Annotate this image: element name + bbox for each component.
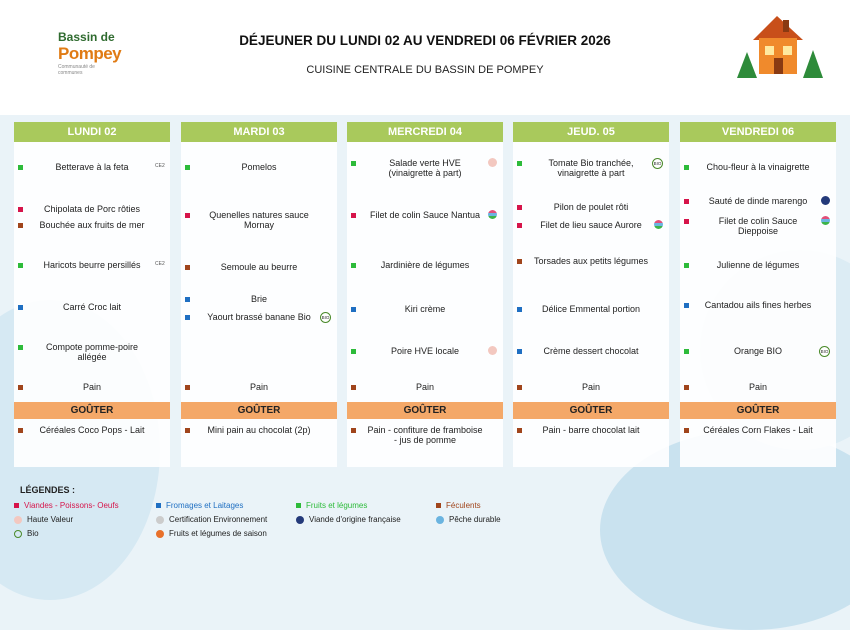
- legend-bio: Bio: [14, 529, 39, 538]
- menu-item: [14, 162, 170, 172]
- gouter-item: [14, 425, 170, 435]
- menu-item: [14, 220, 170, 230]
- menu-item-label: Torsades aux petits légumes: [533, 256, 649, 266]
- legend-peche-durable: Pêche durable: [436, 515, 501, 524]
- menu-item-label: Pomelos: [241, 162, 277, 172]
- category-marker: [684, 263, 689, 268]
- logo: [58, 30, 120, 82]
- day-header: LUNDI 02: [14, 122, 170, 142]
- category-marker: [684, 165, 689, 170]
- menu-item-label: Crème dessert chocolat: [543, 346, 639, 356]
- day-column: [680, 122, 836, 467]
- menu-item-label: Filet de colin Sauce Dieppoise: [718, 216, 798, 236]
- category-marker: [517, 349, 522, 354]
- menu-item: [181, 262, 337, 272]
- menu-item: [14, 302, 170, 312]
- menu-item-label: Délice Emmental portion: [541, 304, 641, 314]
- menu-item-label: Haricots beurre persillés: [43, 260, 141, 270]
- ce-label-icon: CE2: [155, 261, 165, 267]
- menu-item: [513, 220, 669, 230]
- category-marker: [684, 219, 689, 224]
- hv-label-icon: [488, 158, 497, 167]
- legend-saison: Fruits et légumes de saison: [156, 529, 267, 538]
- category-marker: [351, 385, 356, 390]
- vo-label-icon: [821, 196, 830, 205]
- menu-item-label: Betterave à la feta: [55, 162, 129, 172]
- category-marker: [185, 428, 190, 433]
- gouter-header: GOÛTER: [513, 402, 669, 419]
- menu-item-label: Quenelles natures sauce Mornay: [209, 210, 309, 230]
- category-marker: [517, 223, 522, 228]
- bio-label-icon: BIO: [819, 346, 830, 357]
- category-marker: [684, 349, 689, 354]
- menu-item-label: Tomate Bio tranchée, vinaigrette à part: [548, 158, 634, 178]
- page-title: DÉJEUNER DU LUNDI 02 AU VENDREDI 06 FÉVRIER 2026: [239, 33, 611, 48]
- legend-fromages: Fromages et Laitages: [156, 501, 243, 510]
- menu-item-label: Filet de lieu sauce Aurore: [540, 220, 642, 230]
- gouter-item-label: Pain - confiture de framboise - jus de pomme: [367, 425, 483, 445]
- legend-certification: Certification Environnement: [156, 515, 267, 524]
- legend-haute-valeur: Haute Valeur: [14, 515, 73, 524]
- house-icon: [725, 0, 830, 100]
- menu-item: [181, 294, 337, 304]
- menu-item-label: Filet de colin Sauce Nantua: [369, 210, 481, 220]
- menu-item: [680, 382, 836, 392]
- menu-item: [181, 162, 337, 172]
- category-marker: [517, 161, 522, 166]
- bio-label-icon: BIO: [652, 158, 663, 169]
- menu-item-label: Chou-fleur à la vinaigrette: [706, 162, 810, 172]
- category-marker: [351, 263, 356, 268]
- menu-item: [347, 304, 503, 314]
- day-header: VENDREDI 06: [680, 122, 836, 142]
- menu-item: [347, 260, 503, 270]
- category-marker: [351, 307, 356, 312]
- day-header: MERCREDI 04: [347, 122, 503, 142]
- category-marker: [351, 349, 356, 354]
- gouter-header: GOÛTER: [680, 402, 836, 419]
- menu-item-label: Carré Croc lait: [62, 302, 121, 312]
- menu-item-label: Julienne de légumes: [716, 260, 800, 270]
- menu-item: [680, 216, 836, 236]
- category-marker: [517, 385, 522, 390]
- menu-item-label: Kiri crème: [404, 304, 446, 314]
- legend-fruits: Fruits et légumes: [296, 501, 367, 510]
- category-marker: [185, 265, 190, 270]
- gouter-item: [680, 425, 836, 435]
- category-marker: [18, 305, 23, 310]
- gouter-header: GOÛTER: [181, 402, 337, 419]
- legend: [14, 483, 574, 553]
- menu-item: [14, 260, 170, 270]
- menu-item: [347, 158, 503, 178]
- menu-item-label: Yaourt brassé banane Bio: [207, 312, 311, 322]
- menu-item-label: Poire HVE locale: [390, 346, 460, 356]
- category-marker: [684, 428, 689, 433]
- menu-item-label: Pain: [415, 382, 434, 392]
- category-marker: [517, 428, 522, 433]
- menu-item: [347, 210, 503, 220]
- gouter-item-label: Mini pain au chocolat (2p): [207, 425, 311, 435]
- day-header: MARDI 03: [181, 122, 337, 142]
- gouter-header: GOÛTER: [14, 402, 170, 419]
- page-subtitle: CUISINE CENTRALE DU BASSIN DE POMPEY: [306, 64, 544, 76]
- legend-feculents: Féculents: [436, 501, 481, 510]
- menu-item-label: Pilon de poulet rôti: [553, 202, 629, 212]
- pd-label-icon: [654, 220, 663, 229]
- menu-item: [181, 312, 337, 322]
- category-marker: [185, 315, 190, 320]
- gouter-item: [513, 425, 669, 435]
- category-marker: [18, 385, 23, 390]
- menu-item: [680, 346, 836, 356]
- menu-item: [513, 346, 669, 356]
- category-marker: [684, 303, 689, 308]
- category-marker: [185, 297, 190, 302]
- menu-item: [14, 204, 170, 214]
- category-marker: [351, 213, 356, 218]
- category-marker: [684, 199, 689, 204]
- menu-item-label: Chipolata de Porc rôties: [43, 204, 141, 214]
- menu-item: [513, 382, 669, 392]
- logo-line3: Communauté de communes: [58, 64, 95, 76]
- logo-line2: Pompey: [58, 44, 122, 63]
- menu-item: [680, 196, 836, 206]
- page-header: [0, 0, 850, 115]
- hv-label-icon: [488, 346, 497, 355]
- logo-line1: Bassin de: [58, 30, 115, 44]
- menu-item-label: Pain: [748, 382, 767, 392]
- category-marker: [517, 259, 522, 264]
- menu-item-label: Brie: [250, 294, 267, 304]
- menu-item: [347, 346, 503, 356]
- category-marker: [517, 205, 522, 210]
- legend-viandes: Viandes - Poissons- Oeufs: [14, 501, 119, 510]
- day-column: [513, 122, 669, 467]
- menu-item: [513, 256, 669, 266]
- category-marker: [351, 428, 356, 433]
- legend-viande-francaise: Viande d'origine française: [296, 515, 401, 524]
- menu-item: [513, 202, 669, 212]
- menu-item-label: Bouchée aux fruits de mer: [39, 220, 145, 230]
- category-marker: [185, 165, 190, 170]
- menu-item: [14, 342, 170, 362]
- menu-item-label: Salade verte HVE (vinaigrette à part): [388, 158, 462, 178]
- gouter-item-label: Céréales Coco Pops - Lait: [39, 425, 145, 435]
- gouter-item: [181, 425, 337, 435]
- house-illustration: [725, 0, 830, 100]
- menu-item-label: Compote pomme-poire allégée: [45, 342, 139, 362]
- category-marker: [18, 428, 23, 433]
- category-marker: [351, 161, 356, 166]
- category-marker: [517, 307, 522, 312]
- menu-item-label: Orange BIO: [733, 346, 783, 356]
- gouter-item-label: Céréales Corn Flakes - Lait: [703, 425, 813, 435]
- menu-item: [513, 304, 669, 314]
- menu-item-label: Semoule au beurre: [220, 262, 298, 272]
- category-marker: [684, 385, 689, 390]
- menu-item: [680, 300, 836, 310]
- gouter-item-label: Pain - barre chocolat lait: [542, 425, 640, 435]
- day-column: [181, 122, 337, 467]
- bio-label-icon: BIO: [320, 312, 331, 323]
- menu-item: [513, 158, 669, 178]
- category-marker: [18, 263, 23, 268]
- category-marker: [18, 165, 23, 170]
- gouter-header: GOÛTER: [347, 402, 503, 419]
- menu-item: [680, 260, 836, 270]
- category-marker: [18, 223, 23, 228]
- day-column: [347, 122, 503, 467]
- category-marker: [18, 345, 23, 350]
- legend-title: LÉGENDES :: [20, 485, 76, 495]
- menu-item: [347, 382, 503, 392]
- category-marker: [185, 385, 190, 390]
- category-marker: [185, 213, 190, 218]
- menu-item-label: Sauté de dinde marengo: [708, 196, 808, 206]
- menu-item: [181, 382, 337, 392]
- menu-item-label: Pain: [581, 382, 600, 392]
- menu-item: [181, 210, 337, 230]
- day-column: [14, 122, 170, 467]
- menu-item: [680, 162, 836, 172]
- menu-item-label: Jardinière de légumes: [380, 260, 470, 270]
- menu-item-label: Pain: [82, 382, 101, 392]
- menu-item-label: Pain: [249, 382, 268, 392]
- menu-item: [14, 382, 170, 392]
- menu-item-label: Cantadou ails fines herbes: [704, 300, 812, 310]
- category-marker: [18, 207, 23, 212]
- gouter-item: [347, 425, 503, 445]
- day-header: JEUD. 05: [513, 122, 669, 142]
- pd-label-icon: [488, 210, 497, 219]
- ce-label-icon: CE2: [155, 163, 165, 169]
- pd-label-icon: [821, 216, 830, 225]
